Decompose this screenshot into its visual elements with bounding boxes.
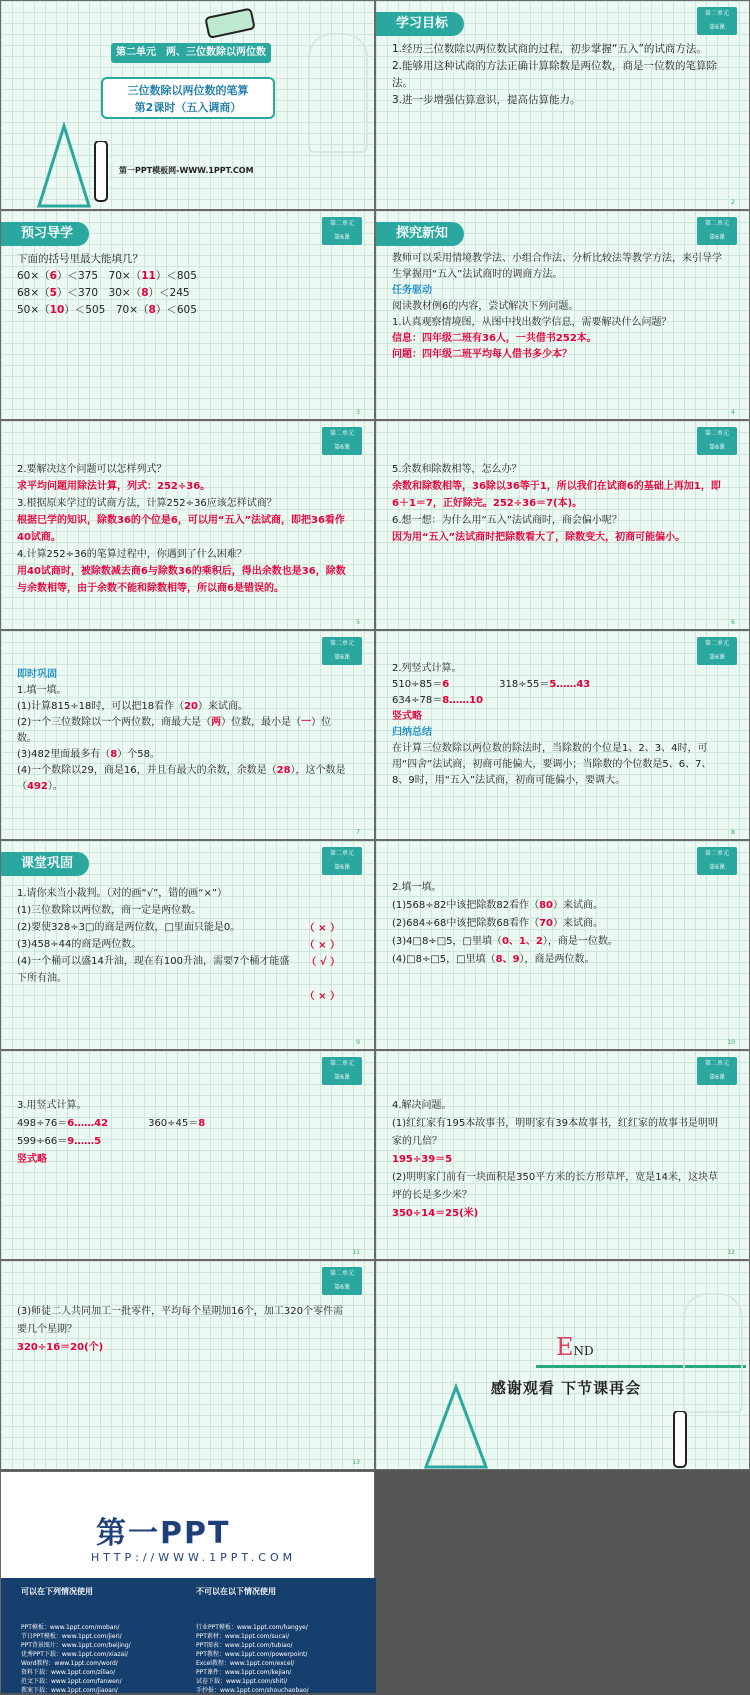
link[interactable]: PPT素材：www.1ppt.com/sucai/	[196, 1633, 290, 1640]
answer-mark: （ √ ）	[306, 957, 340, 968]
site-url[interactable]: HTTP://WWW.1PPT.COM	[91, 1551, 297, 1564]
slide-vertical	[0, 1050, 375, 1260]
section-tag: 探究新知	[376, 222, 464, 246]
link[interactable]: 资料下载：www.1ppt.com/ziliao/	[21, 1669, 116, 1676]
fill-text: 2.填一填。 (1)568÷82中该把除数82看作（80）来试商。 (2)684÷68中该把除数68看作（70）来试商。 (3)4□8÷□5，□里填（0、1、2），商是一位数。 (4)□8÷□5，□里填（8、9），商是两位数。	[392, 882, 618, 965]
unit-badge: 第二单元 第6课	[697, 1057, 737, 1085]
promo-bar	[1, 1578, 376, 1693]
link[interactable]: PPT教程：www.1ppt.com/powerpoint/	[196, 1651, 308, 1658]
link[interactable]: PPT模板：www.1ppt.com/moban/	[21, 1624, 120, 1631]
slide-judge	[0, 840, 375, 1050]
answer-mark: （ × ）	[304, 923, 340, 934]
vertical-text: 3.用竖式计算。 498÷76＝6……42 360÷45＝8 599÷66＝9……5 竖式略	[17, 1100, 206, 1165]
unit-badge: 第二单元 第6课	[322, 847, 362, 875]
unit-badge: 第二单元 第6课	[697, 427, 737, 455]
page-number: 4	[731, 409, 735, 416]
slide-practice	[0, 630, 375, 840]
unit-badge: 第二单元 第6课	[697, 217, 737, 245]
eraser-icon	[201, 5, 261, 41]
unit-badge: 第二单元 第6课	[322, 1267, 362, 1295]
link[interactable]: 手抄报：www.1ppt.com/shouchaobao/	[196, 1687, 309, 1694]
link[interactable]: PPT课件：www.1ppt.com/kejian/	[196, 1669, 292, 1676]
answer-mark: （ × ）	[304, 991, 340, 1002]
unit-badge: 第二单元 第6课	[322, 217, 362, 245]
slide-title	[0, 0, 375, 210]
unit-badge: 第二单元 第6课	[697, 847, 737, 875]
page-number: 13	[352, 1459, 360, 1466]
q5-text: 5.余数和除数相等，怎么办？ 余数和除数相等，36除以36等于1，所以我们在试商6的基础上再加1，即6＋1＝7，正好除完。252÷36＝7(本)。 6.想一想：为什么用“五入”法试商时，商会偏小呢？ 因为用“五入”法试商时把除数看大了，除数变大，初商可能偏小。	[392, 464, 721, 543]
promo-panel	[0, 1471, 375, 1692]
solve-text: 4.解决问题。 (1)红红家有195本故事书，明明家有39本故事书，红红家的故事书是明明家的几倍？ 195÷39＝5 (2)明明家门前有一块面积是350平方米的长方形草坪，宽是14米，这块草坪的长是多少米？ 350÷14＝25(米)	[392, 1100, 718, 1219]
site-caption: 第一PPT模板网-WWW.1PPT.COM	[119, 166, 254, 175]
page-number: 7	[356, 829, 360, 836]
practice-text: 即时巩固 1.填一填。 (1)计算815÷18时，可以把18看作（20）来试商。 (2)一个三位数除以一个两位数，商最大是（两）位数，最小是（一）位数。 (3)482里面最多有（8）个58。 (4)一个数除以29，商是16，并且有最大的余数，余数是（28），这个数是（492）。	[17, 669, 346, 792]
goal-text: 1.经历三位数除以两位数试商的过程，初步掌握“五入”的试商方法。 2.能够用这种试商的方法正确计算除数是两位数，商是一位数的笔算除法。 3.进一步增强估算意识，提高估算能力。	[392, 43, 718, 106]
section-tag: 预习导学	[1, 222, 89, 246]
page-number: 2	[731, 199, 735, 206]
link[interactable]: 优秀PPT下载：www.1ppt.com/xiazai/	[21, 1651, 128, 1658]
link[interactable]: PPT图表：www.1ppt.com/tubiao/	[196, 1642, 293, 1649]
page-number: 11	[352, 1249, 360, 1256]
triangle-ruler-icon	[416, 1381, 496, 1469]
section-tag: 课堂巩固	[1, 852, 89, 876]
backpack-icon	[683, 1293, 743, 1413]
q2-text: 2.要解决这个问题可以怎样列式？ 求平均问题用除法计算，列式：252÷36。 3.根据原来学过的试商方法，计算252÷36应该怎样试商？ 根据已学的知识，除数36的个位是6，可以用“五入”法试商，即把36看作40试商。 4.计算252÷36的笔算过程中，你遇到了什么困难？ 用40试商时，被除数减去商6与除数36的乘积后，得出余数也是36，除数与余数相等，由于余数不能和除数相等，所以商6是错误的。	[17, 464, 346, 594]
unit-badge: 第二单元 第6课	[322, 1057, 362, 1085]
page-number: 8	[731, 829, 735, 836]
link[interactable]: 范文下载：www.1ppt.com/fanwen/	[21, 1678, 122, 1685]
thanks-text: 感谢观看 下节课再会	[490, 1379, 642, 1397]
slide-end	[375, 1260, 750, 1470]
unit-band: 第二单元 两、三位数除以两位数	[111, 43, 271, 63]
explore-text: 教师可以采用情境教学法、小组合作法、分析比较法等教学方法，来引导学生掌握用“五入”法试商时的调商方法。 任务驱动 阅读教材例6的内容，尝试解决下列问题。 1.认真观察情境图，从图中找出数学信息，需要解决什么问题？ 信息：四年级二班有36人，一共借书252本。 问题：四年级二班平均每人借书多少本？	[392, 253, 722, 360]
page-number: 10	[727, 1039, 735, 1046]
link[interactable]: 试卷下载：www.1ppt.com/shiti/	[196, 1678, 288, 1685]
page-number: 12	[727, 1249, 735, 1256]
slide-q5	[375, 420, 750, 630]
left-title: 可以在下列情况使用	[21, 1587, 93, 1596]
left-links	[21, 1623, 181, 1695]
triangle-ruler-icon	[29, 121, 99, 210]
slide-calc	[375, 630, 750, 840]
lesson-title: 三位数除以两位数的笔算	[127, 84, 249, 97]
link[interactable]: 教案下载：www.1ppt.com/jiaoan/	[21, 1687, 118, 1694]
unit-badge: 第二单元 第6课	[697, 637, 737, 665]
solve3-text: (3)师徒二人共同加工一批零件，平均每个星期加16个，加工320个零件需要几个星期？ 320÷16＝20(个)	[17, 1306, 343, 1353]
link[interactable]: Excel教程：www.1ppt.com/excel/	[196, 1660, 295, 1667]
unit-badge: 第二单元 第6课	[322, 427, 362, 455]
right-links	[196, 1623, 356, 1695]
unit-badge: 第二单元 第6课	[697, 7, 737, 35]
link[interactable]: PPT背景图片：www.1ppt.com/beijing/	[21, 1642, 131, 1649]
answer-mark: （ × ）	[304, 940, 340, 951]
slide-q2	[0, 420, 375, 630]
slide-solve	[375, 1050, 750, 1260]
right-title: 不可以在以下情况使用	[196, 1587, 276, 1596]
lesson-title-box	[101, 77, 275, 119]
slide-solve-3	[0, 1260, 375, 1470]
link[interactable]: 节日PPT模板：www.1ppt.com/jieri/	[21, 1633, 122, 1640]
site-logo: 第一PPT	[96, 1516, 231, 1551]
page-number: 6	[731, 619, 735, 626]
pencil-icon	[93, 141, 109, 210]
pencil-icon	[672, 1411, 688, 1470]
judge-text: 1.请你来当小裁判。（对的画“√”，错的画“×”） (1)三位数除以两位数，商一定是两位数。 (2)要使328÷3□的商是两位数，□里面只能是0。 (3)458÷44的商是两位数。 (4)一个桶可以盛14升油，现在有100升油，需要7个桶才能盛下所有油。	[17, 888, 290, 984]
slide-fill	[375, 840, 750, 1050]
unit-badge: 第二单元 第6课	[322, 637, 362, 665]
page-number: 3	[356, 409, 360, 416]
calc-text: 2.列竖式计算。 510÷85＝6 318÷55＝5……43 634÷78＝8……10 竖式略 归纳总结 在计算三位数除以两位数的除法时，当除数的个位是1、2、3、4时，可用“四舍”法试商，初商可能偏大，要调小；当除数的个位数是5、6、7、8、9时，用“五入”法试商，初商可能偏小，要调大。	[392, 663, 712, 786]
slide-goals	[375, 0, 750, 210]
link[interactable]: 行业PPT模板：www.1ppt.com/hangye/	[196, 1624, 308, 1631]
section-tag: 学习目标	[376, 12, 464, 36]
lesson-subtitle: 第2课时（五入调商）	[134, 101, 242, 114]
page-number: 5	[356, 619, 360, 626]
page-number: 9	[356, 1039, 360, 1046]
end-mark: END	[556, 1333, 594, 1361]
slide-explore	[375, 210, 750, 420]
preview-text: 下面的括号里最大能填几？ 60×（6）＜375 70×（11）＜805 68×（5）＜370 30×（8）＜245 50×（10）＜505 70×（8）＜605	[17, 253, 197, 316]
backpack-icon	[308, 33, 368, 153]
link[interactable]: Word教程：www.1ppt.com/word/	[21, 1660, 118, 1667]
slide-preview	[0, 210, 375, 420]
